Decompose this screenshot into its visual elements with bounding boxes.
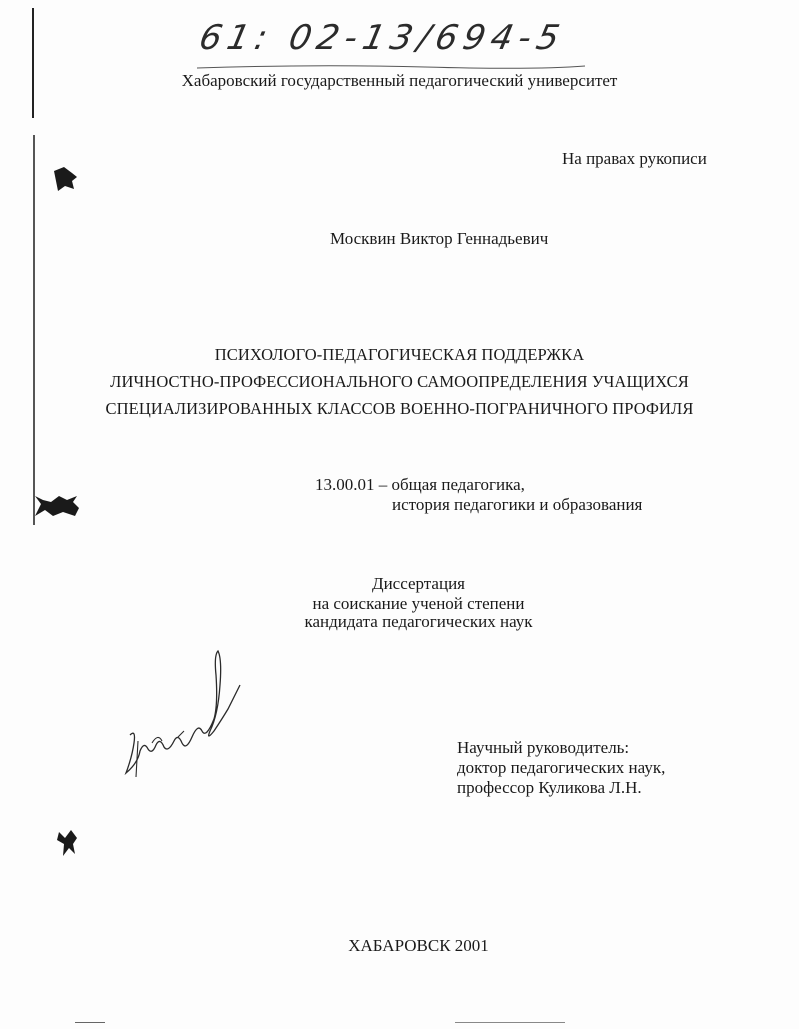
dissertation-label: Диссертация [371, 574, 465, 593]
ink-blot-top [50, 165, 80, 195]
degree-line: на соискание ученой степени [312, 594, 525, 613]
archive-number-handwritten: 61: 02-13/694-5 [195, 18, 569, 58]
specialty-name: история педагогики и образования [392, 495, 643, 514]
specialty-code: 13.00.01 – общая педагогика, [315, 475, 525, 494]
supervisor-label: Научный руководитель: [457, 738, 630, 757]
scan-edge-line-mid [33, 135, 35, 525]
university-name: Хабаровский государственный педагогический университет [181, 71, 618, 90]
city-year: ХАБАРОВСК 2001 [348, 936, 489, 955]
scan-mark-bottom-center [455, 1022, 565, 1023]
manuscript-rights-label: На правах рукописи [562, 149, 707, 168]
author-name: Москвин Виктор Геннадьевич [330, 229, 549, 248]
supervisor-name: профессор Куликова Л.Н. [457, 778, 642, 797]
ink-blot-bottom [55, 828, 81, 858]
title-line-3: СПЕЦИАЛИЗИРОВАННЫХ КЛАССОВ ВОЕННО-ПОГРАНИЧНОГО ПРОФИЛЯ [105, 399, 694, 418]
degree-field: кандидата педагогических наук [304, 612, 533, 631]
signature-handwritten [118, 645, 248, 790]
supervisor-degree: доктор педагогических наук, [457, 758, 666, 777]
scan-edge-line-top [32, 8, 34, 118]
title-line-2: ЛИЧНОСТНО-ПРОФЕССИОНАЛЬНОГО САМООПРЕДЕЛЕНИЯ УЧАЩИХСЯ [110, 372, 689, 391]
title-line-1: ПСИХОЛОГО-ПЕДАГОГИЧЕСКАЯ ПОДДЕРЖКА [214, 345, 585, 364]
ink-blot-middle [33, 492, 83, 532]
scan-mark-bottom-left [75, 1022, 105, 1023]
